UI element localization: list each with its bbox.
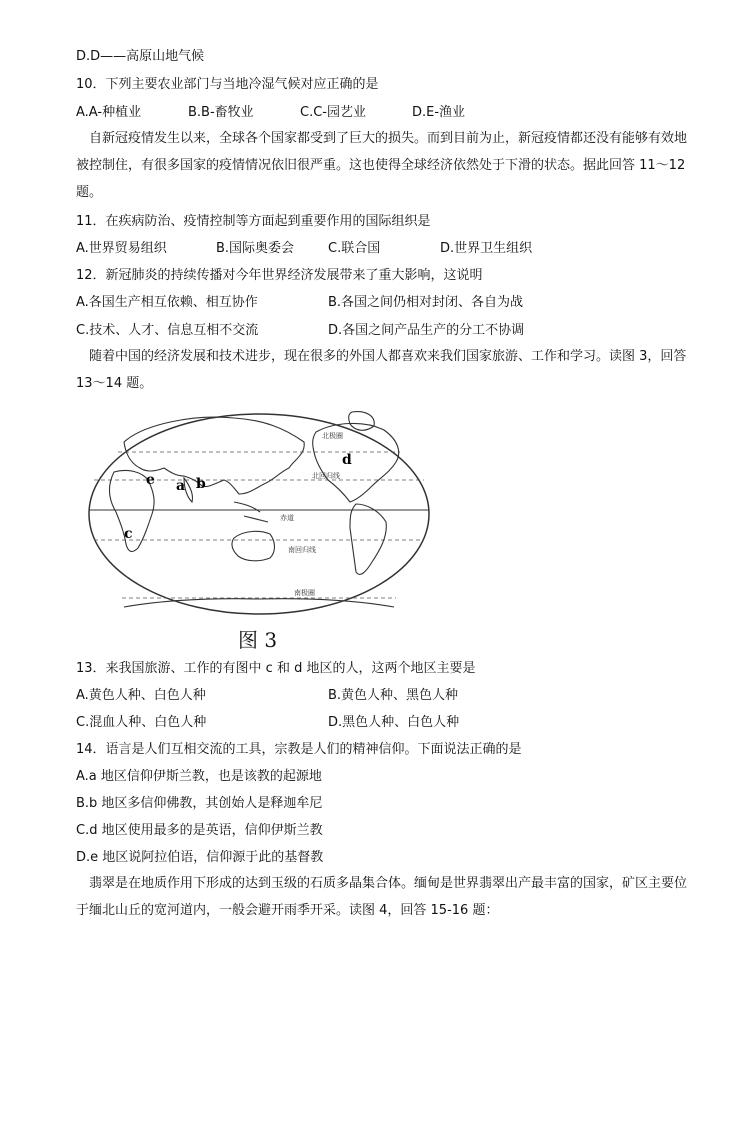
india-shape xyxy=(184,478,193,502)
q14-option-d: D.e 地区说阿拉伯语，信仰源于此的基督教 xyxy=(76,850,324,865)
region-label-d: d xyxy=(342,452,352,468)
paragraph-covid xyxy=(76,125,692,206)
world-map-figure xyxy=(84,402,434,647)
q13-option-c: C.混血人种、白色人种 xyxy=(76,715,207,730)
q10-option-c: C.C-园艺业 xyxy=(300,105,366,120)
q13-option-b: B.黄色人种、黑色人种 xyxy=(328,688,459,703)
figure-3-caption: 图 3 xyxy=(238,628,278,652)
south-america-shape xyxy=(350,504,386,574)
region-label-b: b xyxy=(196,476,206,492)
region-label-e: e xyxy=(146,472,155,488)
region-label-a: a xyxy=(176,478,186,494)
paragraph-foreigners-text: 随着中国的经济发展和技术进步，现在很多的外国人都喜欢来我们国家旅游、工作和学习。读图 3，回答 13～14 题。 xyxy=(76,349,687,391)
islands-shape xyxy=(234,502,268,522)
q12-option-d: D.各国之间产品生产的分工不协调 xyxy=(328,323,525,338)
option-d-q9: D.D——高原山地气候 xyxy=(76,49,205,64)
q14-option-b: B.b 地区多信仰佛教，其创始人是释迦牟尼 xyxy=(76,796,323,811)
label-tropic-north: 北回归线 xyxy=(312,472,340,480)
question-12: 12．新冠肺炎的持续传播对今年世界经济发展带来了重大影响，这说明 xyxy=(76,268,483,283)
paragraph-jadeite xyxy=(76,870,692,924)
q13-option-a: A.黄色人种、白色人种 xyxy=(76,688,206,703)
question-11: 11．在疾病防治、疫情控制等方面起到重要作用的国际组织是 xyxy=(76,214,431,229)
label-tropic-south: 南回归线 xyxy=(288,546,316,554)
continents xyxy=(110,412,399,607)
antarctica-shape xyxy=(124,599,394,607)
q12-option-b: B.各国之间仍相对封闭、各自为战 xyxy=(328,295,524,310)
world-map xyxy=(84,402,434,647)
question-10-options xyxy=(76,104,676,122)
q12-option-a: A.各国生产相互依赖、相互协作 xyxy=(76,295,258,310)
q14-option-a: A.a 地区信仰伊斯兰教，也是该教的起源地 xyxy=(76,769,322,784)
q11-option-d: D.世界卫生组织 xyxy=(440,241,533,256)
label-equator: 赤道 xyxy=(280,514,294,522)
question-13: 13．来我国旅游、工作的有图中 c 和 d 地区的人，这两个地区主要是 xyxy=(76,661,476,676)
q11-option-a: A.世界贸易组织 xyxy=(76,241,167,256)
q14-option-c: C.d 地区使用最多的是英语，信仰伊斯兰教 xyxy=(76,823,323,838)
q10-option-a: A.A-种植业 xyxy=(76,105,142,120)
q12-option-c: C.技术、人才、信息互相不交流 xyxy=(76,323,259,338)
label-antarctic-circle: 南极圈 xyxy=(294,589,315,597)
question-14: 14．语言是人们互相交流的工具，宗教是人们的精神信仰。下面说法正确的是 xyxy=(76,742,522,757)
q13-option-d: D.黑色人种、白色人种 xyxy=(328,715,460,730)
paragraph-covid-text: 自新冠疫情发生以来，全球各个国家都受到了巨大的损失。而到目前为止，新冠疫情都还没有能够有效地被控制住，有很多国家的疫情情况依旧很严重。这也使得全球经济依然处于下滑的状态。据此回答 11～12 题。 xyxy=(76,131,688,200)
q10-option-d: D.E-渔业 xyxy=(412,105,466,120)
question-10: 10．下列主要农业部门与当地冷湿气候对应正确的是 xyxy=(76,77,379,92)
paragraph-jadeite-text: 翡翠是在地质作用下形成的达到玉级的石质多晶集合体。缅甸是世界翡翠出产最丰富的国家，矿区主要位于缅北山丘的宽河道内，一般会避开雨季开采。读图 4，回答 15-16 题： xyxy=(76,876,688,918)
paragraph-foreigners xyxy=(76,343,692,397)
q10-option-b: B.B-畜牧业 xyxy=(188,105,254,120)
greenland-shape xyxy=(349,412,375,431)
q11-option-c: C.联合国 xyxy=(328,241,381,256)
region-label-c: c xyxy=(124,526,133,542)
question-11-options xyxy=(76,240,676,258)
map-frame xyxy=(89,414,429,614)
q11-option-b: B.国际奥委会 xyxy=(216,241,295,256)
australia-shape xyxy=(232,531,275,560)
label-arctic-circle: 北极圈 xyxy=(322,432,343,440)
